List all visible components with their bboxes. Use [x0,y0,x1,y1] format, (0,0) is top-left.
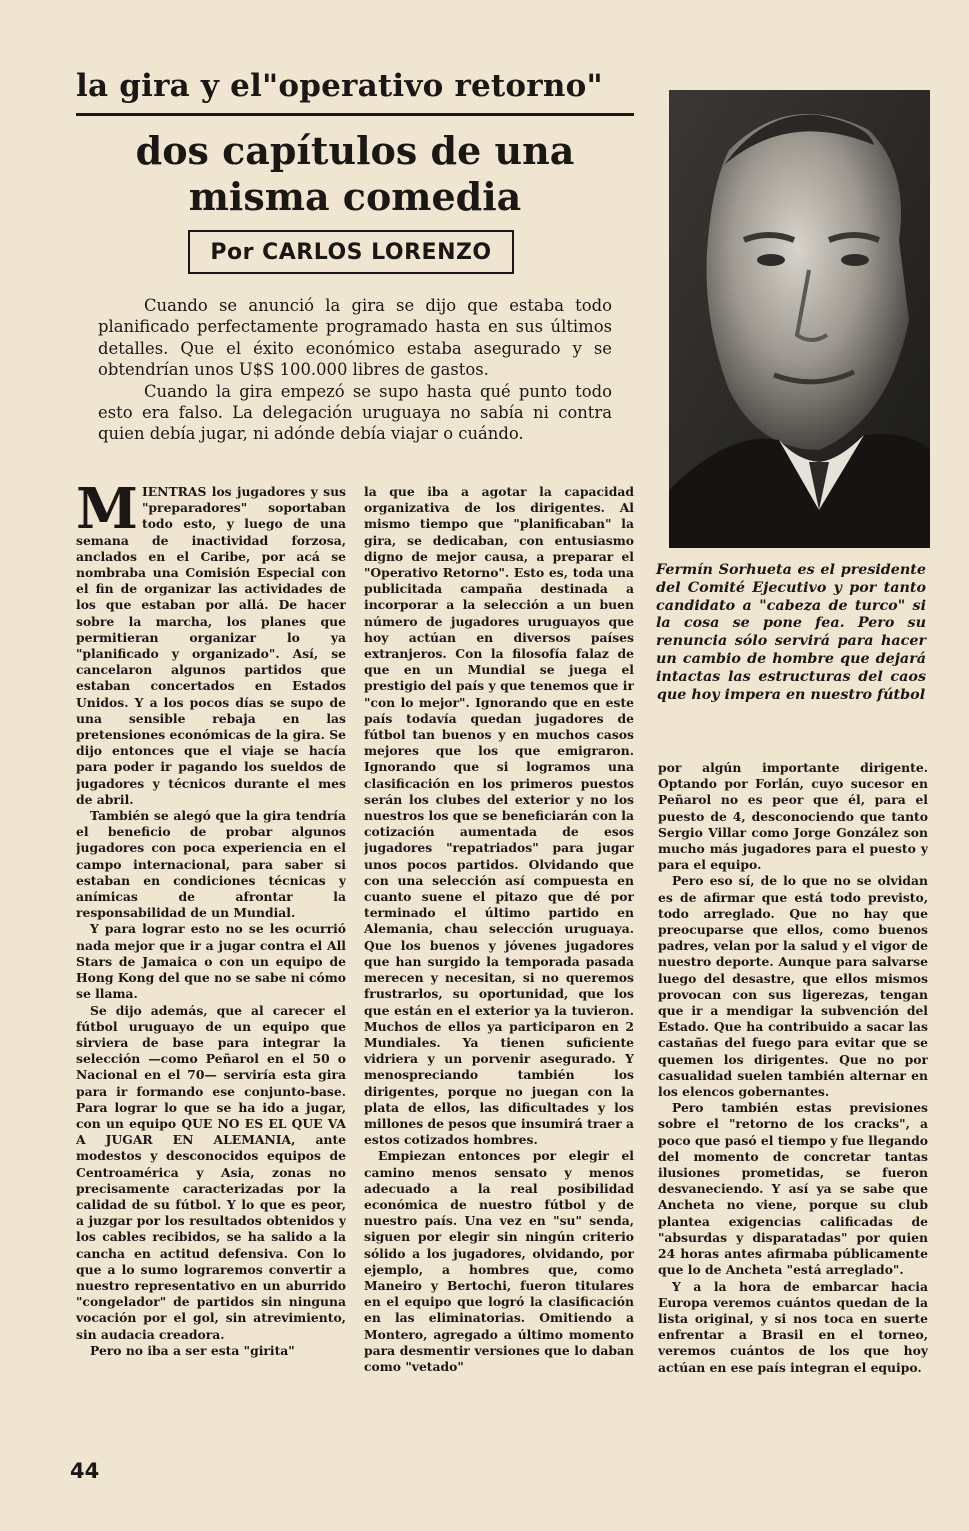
body-paragraph: Pero no iba a ser esta "girita" [90,1342,295,1358]
body-paragraph: Y a la hora de embarcar hacia Europa veremos cuántos quedan de la lista original, y si nos toca en suerte enfrentar a Brasil en el torneo, veremos cuántos de los que hoy actúan en ese país integran el equipo. [658,1278,928,1375]
body-paragraph: por algún importante dirigente. Optando por Forlán, cuyo sucesor en Peñarol no es peor que él, para el puesto de 4, desconociendo que tanto Sergio Villar como Jorge González son mucho más jugadores para el puesto y para el equipo. [658,760,928,873]
body-paragraph: Pero eso sí, de lo que no se olvidan es de afirmar que está todo previsto, todo arreglado. Que no hay que preocuparse que ellos, como buenos padres, velan por la salud y el vigor de nuestro deporte. Aunque para salvarse luego del desastre, que ellos mismos provocan con sus ligerezas, tengan que ir a mendigar la subvención del Estado. Que ha contribuido a sacar las castañas del fuego para evitar que se quemen los dirigentes. Que no por casualidad suelen también alternar en los elencos gobernantes. [658,873,928,1100]
kicker-underline [76,113,634,116]
kicker-title: la gira y el"operativo retorno" [76,68,603,104]
body-paragraph: También se alegó que la gira tendría el beneficio de probar algunos jugadores con poca experiencia en el campo internacional, para saber si estaban en condiciones técnicas y anímicas de afrontar la responsabilidad de un Mundial. [76,808,346,921]
body-column-1 [76,484,346,1459]
photo-caption: Fermín Sorhueta es el presidente del Comité Ejecutivo y por tanto candidato a "cabeza de turco" si la cosa se pone fea. Pero su renuncia sólo servirá para hacer un cambio de hombre que dejará intactas las estructuras del caos que hoy impera en nuestro fútbol [656,562,926,703]
intro-lead [98,295,612,445]
body-paragraph: la que iba a agotar la capacidad organizativa de los dirigentes. Al mismo tiempo que "planificaban" la gira, se dedicaban, con entusiasmo digno de mejor causa, a preparar el "Operativo Retorno". Esto es, toda una publicitada campaña destinada a incorporar a la selección a un buen número de jugadores uruguayos que hoy actúan en diversos países extranjeros. Con la filosofía falaz de que en un Mundial se juega el prestigio del país y que tenemos que ir "con lo mejor". Ignorando que en este país todavía quedan jugadores de fútbol tan buenos y en muchos casos mejores que los que emigraron. Ignorando que si logramos una clasificación en los primeros puestos serán los clubes del exterior y no los nuestros los que se beneficiarán con la cotización aumentada de esos jugadores "repatriados" para jugar unos pocos partidos. Olvidando que con una selección así compuesta en cuanto suene el pitazo que dé por terminado el último partido en Alemania, chau selección uruguaya. Que los buenos y jóvenes jugadores que han surgido la temporada pasada merecen y necesitan, si no queremos frustrarlos, su oportunidad, que los que están en el exterior ya la tuvieron. Muchos de ellos ya participaron en 2 Mundiales. Ya tienen suficiente vidriera y un porvenir asegurado. Y menospreciando también los dirigentes, porque no juegan con la plata de ellos, las dificultades y los millones de pesos que insumirá traer a estos cotizados hombres. [364,484,634,1148]
body-column-3 [658,760,928,1460]
body-paragraph: Se dijo además, que al carecer el fútbol uruguayo de un equipo que sirviera de base para integrar la selección —como Peñarol en el 50 o Nacional en el 70— serviría esta gira para ir formando ese conjunto-base. Para lograr lo que se ha ido a jugar, con un equipo QUE NO ES EL QUE VA A JUGAR EN ALEMANIA, ante modestos y desconocidos equipos de Centroamérica y Asia, zonas no precisamente caracterizadas por la calidad de su fútbol. Y lo que es peor, a juzgar por los resultados obtenidos y los cables recibidos, se ha salido a la cancha en actitud defensiva. Con lo que a lo sumo lograremos convertir a nuestro representativo en un aburrido "congelador" de partidos sin ninguna vocación por el gol, sin atrevimiento, sin audacia creadora. [76,1002,346,1342]
body-paragraph: Pero también estas previsiones sobre el "retorno de los cracks", a poco que pasó el tiempo y fue llegando del momento de concretar tantas ilusiones prometidas, se fueron desvaneciendo. Y así ya se sabe que Ancheta no viene, porque su club plantea exigencias calificadas de "absurdas y disparatadas" por quien 24 horas antes afirmaba públicamente que lo de Ancheta "está arreglado". [658,1100,928,1278]
byline-box [188,230,514,274]
portrait-photo [669,90,930,548]
body-column-2 [364,484,634,1459]
page-number: 44 [70,1459,100,1483]
portrait-image [669,90,930,548]
body-paragraph: Empiezan entonces por elegir el camino menos sensato y menos adecuado a la real posibilidad económica de nuestro fútbol y de nuestro país. Una vez en "su" senda, siguen por elegir sin ningún criterio sólido a los jugadores, olvidando, por ejemplo, a hombres que, como Maneiro y Bertochi, fueron titulares en el equipo que logró la clasificación en las eliminatorias. Omitiendo a Montero, agregado a último momento para desmentir versiones que lo daban como "vetado" [364,1148,634,1374]
body-paragraph [76,484,346,808]
body-paragraph: Y para lograr esto no se les ocurrió nada mejor que ir a jugar contra el All Stars de Jamaica o con un equipo de Hong Kong del que no se sabe ni cómo se llama. [76,921,346,1002]
drop-cap: M [76,484,138,542]
body-text: IENTRAS los jugadores y sus "preparadores" soportaban todo esto, y luego de una semana de inactividad forzosa, anclados en el Caribe, por acá se nombraba una Comisión Especial con el fin de organizar las actividades de los que estaban por allá. De hacer sobre la marcha, los planes que permitieran organizar lo ya "planificado y organizado". Así, se cancelaron algunos partidos que estaban concertados en Estados Unidos. Y a los pocos días se supo de una sensible rebaja en las pretensiones económicas de la gira. Se dijo entonces que el viaje se hacía para poder ir pagando los sueldos de jugadores y técnicos durante el mes de abril. [76,484,346,807]
intro-paragraph-2: Cuando la gira empezó se supo hasta qué punto todo esto era falso. La delegación uruguaya no sabía ni contra quien debía jugar, ni adónde debía viajar o cuándo. [98,381,612,444]
headline: dos capítulos de una misma comedia [135,128,575,219]
byline-text: Por CARLOS LORENZO [210,239,492,265]
intro-paragraph-1: Cuando se anunció la gira se dijo que estaba todo planificado perfectamente programado hasta en sus últimos detalles. Que el éxito económico estaba asegurado y se obtendrían unos U$S 100.000 libres de gastos. [98,296,612,380]
